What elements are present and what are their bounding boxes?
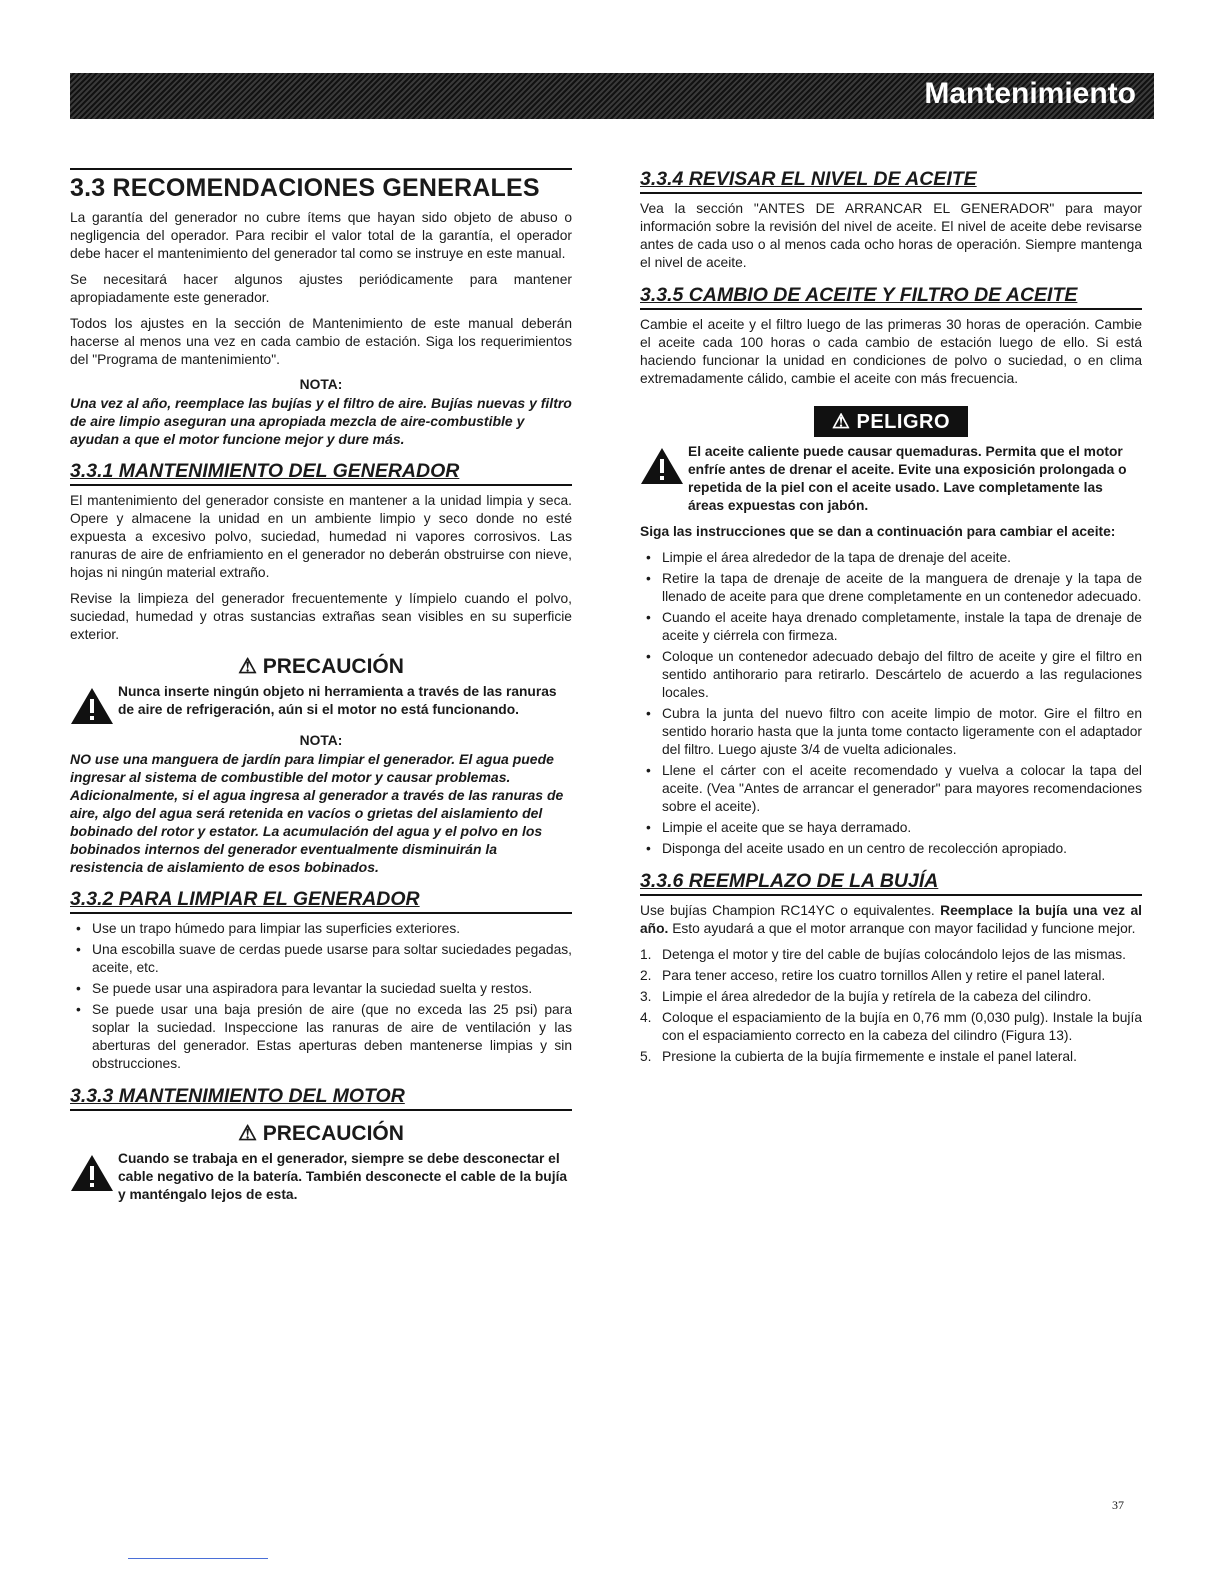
paragraph: Cambie el aceite y el filtro luego de las primeras 30 horas de operación. Cambie el aceite cada 100 horas o cada cambio de estación luego de ello. Si está haciendo funcionar la unidad en condiciones de polvo o suciedad, o en clima extremadamente cálido, cambie el aceite con más frecuencia. [640, 317, 1142, 386]
oil-change-lead: Siga las instrucciones que se dan a continuación para cambiar el aceite: [640, 524, 1116, 539]
note-text: NO use una manguera de jardín para limpiar el generador. El agua puede ingresar al sistema de combustible del motor y causar problemas. Adicionalmente, si el agua ingresa al generador a través de las ranuras de aire, algo del agua será retenida en vacíos o grietas del aislamiento del bobinado del rotor y estator. La acumulación del agua y el polvo en los bobinados internos del generador eventualmente disminuirán la resistencia de aislamiento de esos bobinados. [70, 751, 564, 875]
footer-rule [128, 1558, 268, 1559]
step-text: Para tener acceso, retire los cuatro tornillos Allen y retire el panel lateral. [662, 968, 1106, 983]
paragraph: Todos los ajustes en la sección de Mantenimiento de este manual deberán hacerse al menos una vez en cada cambio de estación. Siga los requerimientos del "Programa de mantenimiento". [70, 316, 572, 367]
step-number: 5. [640, 1049, 652, 1064]
list-item: • Llene el cárter con el aceite recomendado y vuelva a colocar la tapa del aceite. (Vea "Antes de arrancar el generador" para mayores recomendaciones sobre el aceite). [640, 762, 1142, 816]
list-item: • Se puede usar una aspiradora para levantar la suciedad suelta y restos. [70, 980, 572, 998]
caution-block [70, 683, 572, 725]
list-item: • Limpie el aceite que se haya derramado. [640, 819, 1142, 837]
spark-plug-steps [640, 946, 1142, 1066]
text-run-bold: Reemplace la bujía una vez al año. [640, 903, 1142, 936]
step-number: 4. [640, 1010, 652, 1025]
list-item: • Se puede usar una baja presión de aire (que no exceda las 25 psi) para soplar la suciedad. Inspeccione las ranuras de aire de ventilación y las aberturas del generador. Estas aperturas deben mantenerse limpias y sin obstrucciones. [70, 1001, 572, 1073]
caution-text: Cuando se trabaja en el generador, siempre se debe desconectar el cable negativo de la batería. También desconecte el cable de la bujía y manténgalo lejos de esta. [118, 1151, 568, 1202]
right-column [640, 168, 1142, 1074]
subsection-title-3-3-3: 3.3.3 MANTENIMIENTO DEL MOTOR [70, 1085, 572, 1111]
list-item: • Cubra la junta del nuevo filtro con aceite limpio de motor. Gire el filtro en sentido horario hasta que la junta tome contacto ligeramente con el adaptador del filtro. Luego ajuste 3/4 de vuelta adicionales. [640, 705, 1142, 759]
page-header-bar [70, 73, 1154, 119]
list-item: • Coloque un contenedor adecuado debajo del filtro de aceite y gire el filtro en sentido antihorario para retirarlo. Descártelo de acuerdo a las regulaciones locales. [640, 648, 1142, 702]
paragraph: La garantía del generador no cubre ítems que hayan sido objeto de abuso o negligencia del operador. Para recibir el valor total de la garantía, el operador debe hacer el mantenimiento del generador tal como se instruye en este manual. [70, 210, 572, 261]
danger-badge: ⚠ PELIGRO [814, 406, 968, 437]
danger-text: El aceite caliente puede causar quemaduras. Permita que el motor enfríe antes de drenar el aceite. Evite una exposición prolongada o repetida de la piel con el aceite usado. Lave completamente las áreas expuestas con jabón. [688, 444, 1127, 513]
step-text: Detenga el motor y tire del cable de bujías colocándolo lejos de las mismas. [662, 947, 1126, 962]
note-text: Una vez al año, reemplace las bujías y el filtro de aire. Bujías nuevas y filtro de aire limpio aseguran una apropiada mezcla de aire-combustible y ayudan a que el motor funcione mejor y dure más. [70, 395, 572, 447]
oil-change-list [640, 549, 1142, 858]
list-item: • Disponga del aceite usado en un centro de recolección apropiado. [640, 840, 1142, 858]
subsection-title-3-3-4: 3.3.4 REVISAR EL NIVEL DE ACEITE [640, 168, 1142, 194]
danger-block [640, 443, 1142, 515]
subsection-title-3-3-1: 3.3.1 MANTENIMIENTO DEL GENERADOR [70, 460, 572, 486]
step-text: Coloque el espaciamiento de la bujía en 0,76 mm (0,030 pulg). Instale la bujía con el espaciamiento correcto en la cabeza del cilindro (Figura 13). [662, 1010, 1142, 1043]
danger-header [640, 406, 1142, 437]
left-column [70, 168, 572, 1212]
paragraph [640, 902, 1142, 938]
subsection-title-3-3-6: 3.3.6 REEMPLAZO DE LA BUJÍA [640, 870, 1142, 896]
subsection-title-3-3-5: 3.3.5 CAMBIO DE ACEITE Y FILTRO DE ACEITE [640, 284, 1142, 310]
caution-text: Nunca inserte ningún objeto ni herramienta a través de las ranuras de aire de refrigeración, aún si el motor no está funcionando. [118, 684, 557, 717]
paragraph: El mantenimiento del generador consiste en mantener a la unidad limpia y seca. Opere y almacene la unidad en un ambiente limpio y seco donde no esté expuesta a excesivo polvo, suciedad, humedad ni vapores corrosivos. Las ranuras de aire de enfriamiento en el generador no deberán obstruirse con nieve, hojas ni ningún material extraño. [70, 493, 572, 580]
caution-title: ⚠ PRECAUCIÓN [238, 1122, 404, 1145]
cleaning-list [70, 920, 572, 1073]
warning-triangle-icon [70, 1154, 114, 1192]
paragraph: Vea la sección "ANTES DE ARRANCAR EL GENERADOR" para mayor información sobre la revisión del nivel de aceite. El nivel de aceite debe revisarse antes de cada uso o al menos cada ocho horas de operación. Siempre mantenga el nivel de aceite. [640, 201, 1142, 270]
caution-title: ⚠ PRECAUCIÓN [238, 655, 404, 678]
page-number: 37 [1112, 1498, 1124, 1512]
text-run: Use bujías Champion RC14YC o equivalentes. [640, 903, 941, 918]
subsection-title-3-3-2: 3.3.2 PARA LIMPIAR EL GENERADOR [70, 888, 572, 914]
step-text: Presione la cubierta de la bujía firmemente e instale el panel lateral. [662, 1049, 1077, 1064]
warning-triangle-icon [640, 447, 684, 485]
list-item [640, 946, 1142, 964]
page-header-title: Mantenimiento [924, 77, 1136, 110]
list-item [640, 967, 1142, 985]
warning-triangle-icon [70, 687, 114, 725]
list-item [640, 1048, 1142, 1066]
list-item: • Retire la tapa de drenaje de aceite de la manguera de drenaje y la tapa de llenado de aceite para que drene completamente en un contenedor adecuado. [640, 570, 1142, 606]
list-item [640, 988, 1142, 1006]
step-number: 1. [640, 947, 652, 962]
list-item: • Cuando el aceite haya drenado completamente, instale la tapa de drenaje de aceite y ciérrela con firmeza. [640, 609, 1142, 645]
paragraph: Se necesitará hacer algunos ajustes periódicamente para mantener apropiadamente este generador. [70, 272, 572, 305]
step-number: 3. [640, 989, 652, 1004]
section-title: 3.3 RECOMENDACIONES GENERALES [70, 168, 572, 203]
list-item: • Use un trapo húmedo para limpiar las superficies exteriores. [70, 920, 572, 938]
note-label: NOTA: [299, 377, 343, 392]
paragraph: Revise la limpieza del generador frecuentemente y límpielo cuando el polvo, suciedad, humedad y otras sustancias extrañas sean visibles en su superficie exterior. [70, 591, 572, 642]
text-run: Esto ayudará a que el motor arranque con mayor facilidad y funcione mejor. [668, 921, 1136, 936]
list-item: • Una escobilla suave de cerdas puede usarse para soltar suciedades pegadas, aceite, etc. [70, 941, 572, 977]
note-label: NOTA: [299, 733, 343, 748]
caution-block [70, 1150, 572, 1204]
list-item: • Limpie el área alrededor de la tapa de drenaje del aceite. [640, 549, 1142, 567]
step-number: 2. [640, 968, 652, 983]
list-item [640, 1009, 1142, 1045]
step-text: Limpie el área alrededor de la bujía y retírela de la cabeza del cilindro. [662, 989, 1092, 1004]
